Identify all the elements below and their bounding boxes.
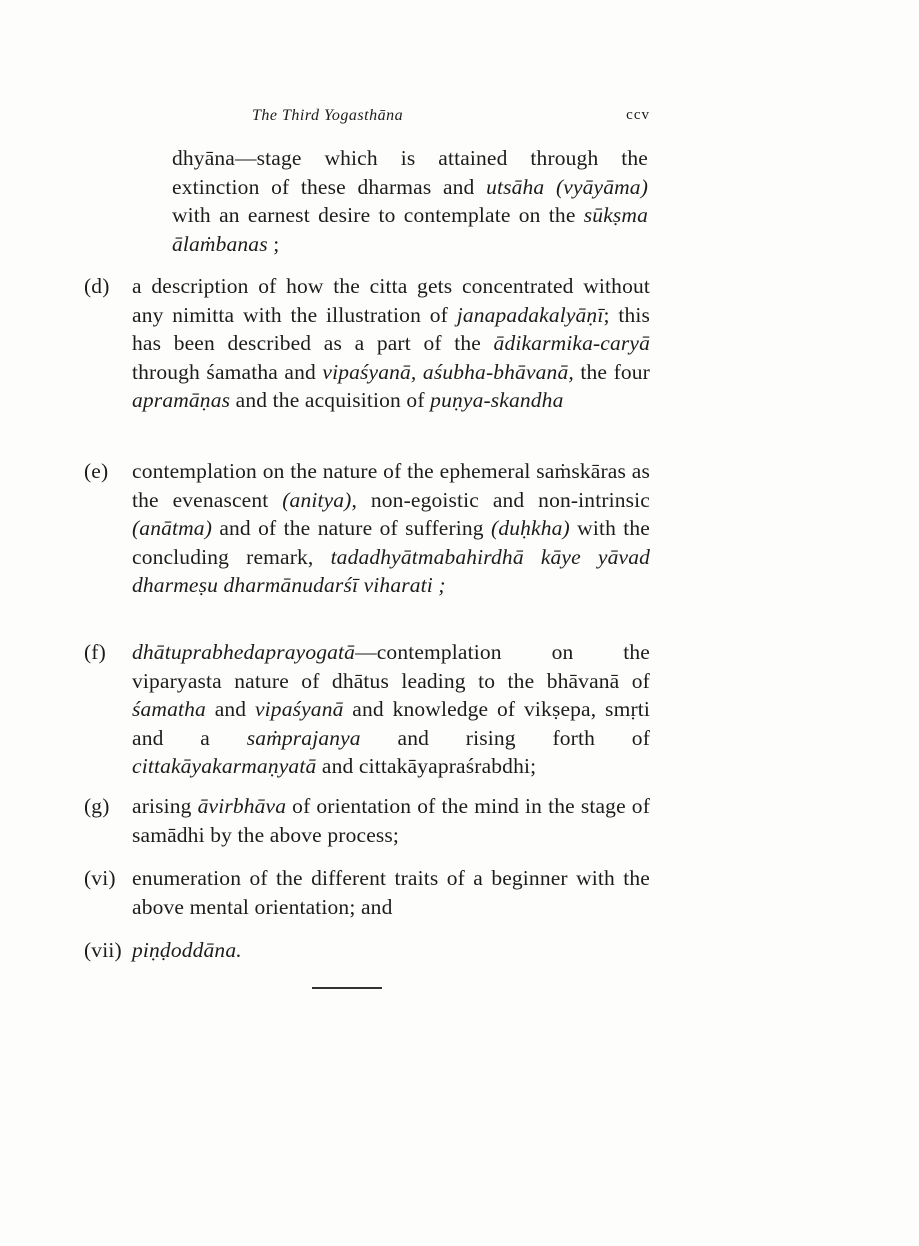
- item-text: a description of how the citta gets concentrated without any nimitta with the illustration of: [132, 274, 650, 327]
- item-text: , non-egoistic and non-intrinsic: [351, 487, 650, 512]
- item-text: enumeration of the different traits of a beginner with the above mental orientation; and: [132, 866, 650, 919]
- item-term: (duḥkha): [491, 516, 570, 541]
- item-text: and knowledge of vikṣepa, smṛti and a: [132, 697, 650, 750]
- item-marker: (vii): [84, 938, 122, 962]
- item-text: with the concluding remark,: [132, 516, 651, 569]
- item-term: piṇḍoddāna.: [132, 938, 242, 962]
- intro-text: ;: [267, 231, 280, 256]
- item-term: saṁprajanya: [246, 725, 361, 750]
- item-marker: (f): [84, 640, 106, 664]
- item-marker: (vi): [84, 866, 116, 890]
- item-term: (anitya): [282, 487, 352, 512]
- item-term: puṇya-skandha: [430, 388, 564, 413]
- item-marker: (g): [84, 794, 110, 818]
- item-text: —contemplation on the viparyasta nature of dhātus leading to the bhāvanā of: [132, 640, 650, 693]
- item-text: arising: [132, 794, 198, 818]
- item-marker: (d): [84, 274, 110, 298]
- item-text: and rising forth of: [360, 725, 650, 750]
- list-item-vii: [84, 936, 650, 965]
- item-term: tadadhyātmabahirdhā kāye yāvad dharmeṣu dharmānudarśī viharati ;: [132, 544, 650, 598]
- item-term: vipaśyanā, aśubha-bhāvanā,: [322, 359, 574, 384]
- item-term: (anātma): [132, 516, 213, 541]
- intro-term-vyayama: (vyāyāma): [555, 174, 649, 199]
- list-item-g: [84, 792, 650, 849]
- intro-term-alambanas: sūkṣma ālaṁbanas: [172, 203, 648, 256]
- item-text: through śamatha and: [132, 359, 323, 384]
- item-term: ādikarmika-caryā: [493, 331, 650, 356]
- item-term: apramāṇas: [132, 388, 231, 413]
- item-term: janapadakalyāṇī: [456, 302, 604, 327]
- item-text: contemplation on the nature of the ephemeral saṁskāras as the evenascent: [132, 459, 650, 512]
- list-item-vi: [84, 864, 650, 921]
- list-item-f: [84, 638, 650, 781]
- item-text: ; this has been described as a part of the: [132, 302, 651, 356]
- list-item-e: [84, 457, 650, 600]
- item-text: of orientation of the mind in the stage of samādhi by the above process;: [132, 794, 651, 847]
- list-item-d: [84, 272, 650, 415]
- item-text: and cittakāyapraśrabdhi;: [316, 754, 537, 779]
- intro-text: dhyāna—stage which is attained through the extinction of these dharmas and: [172, 146, 648, 199]
- running-title: The Third Yogasthāna: [252, 107, 404, 124]
- item-text: and of the nature of suffering: [212, 516, 492, 541]
- item-term: cittakāyakarmaṇyatā: [132, 754, 317, 779]
- intro-space: [544, 175, 556, 199]
- end-rule: [312, 987, 382, 989]
- item-term: dhātuprabhedaprayogatā: [132, 640, 356, 664]
- intro-term-utsaha: utsāha: [486, 174, 545, 199]
- item-marker: (e): [84, 459, 109, 483]
- page-header: [170, 107, 650, 133]
- intro-paragraph: [172, 144, 648, 258]
- page-number: ccv: [626, 107, 650, 123]
- item-text: and: [205, 697, 255, 722]
- item-text: and the acquisition of: [230, 388, 431, 413]
- item-term: āvirbhāva: [197, 794, 287, 818]
- intro-text: with an earnest desire to contemplate on the: [172, 203, 584, 228]
- item-text: the four: [573, 359, 650, 384]
- item-term: vipaśyanā: [254, 697, 344, 722]
- item-term: śamatha: [132, 697, 206, 722]
